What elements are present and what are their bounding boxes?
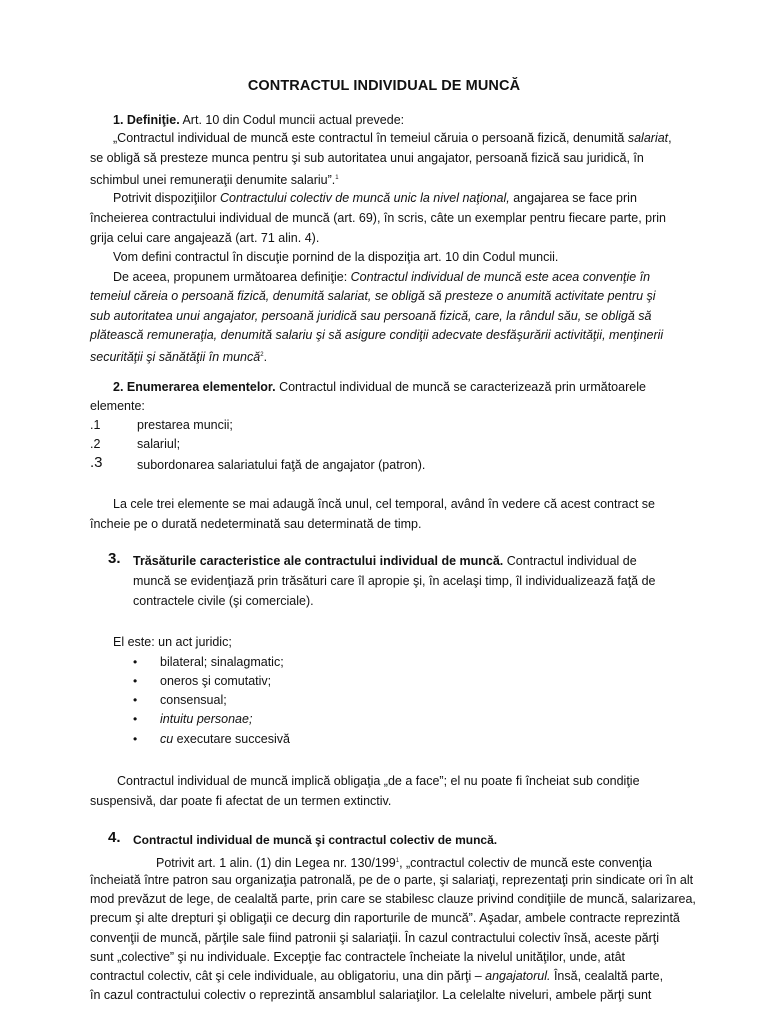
bullet-dot: •	[133, 712, 138, 726]
section-2-line-1	[113, 379, 646, 395]
section-4-line-4: precum şi alte drepturi şi obligaţii ce decurg din raporturile de muncă”. Aşadar, ambele contracte reprezintă	[90, 911, 680, 925]
bullet-dot: •	[133, 655, 138, 669]
bullet-item	[160, 731, 290, 747]
list-item-label: prestarea muncii;	[137, 418, 233, 432]
section-4-line-3: mod prevăzut de lege, de cealaltă parte, prin care se stabilesc clauze privind condiţiile de muncă, salarizarea,	[90, 892, 696, 906]
bullet-italic: cu	[160, 732, 174, 746]
bullet-item: consensual;	[160, 693, 227, 707]
section-4-number: 4.	[108, 829, 121, 846]
p4-italic-end: securităţii şi sănătăţii în muncă	[90, 350, 261, 365]
section-1-p4-line-4: plătească remuneraţia, denumită salariu şi să asigure condiţii adecvate desfăşurării activităţii, menţinerii	[90, 328, 664, 342]
footnote-ref-3: 1	[395, 858, 400, 864]
list-item-num: .2	[90, 437, 101, 451]
bullet-item: bilateral; sinalagmatic;	[160, 655, 284, 669]
section-1-p4-line-3: sub autoritatea unui angajator, persoană juridică sau persoană fizică, care, la rândul său, se obligă să	[90, 309, 652, 323]
section-3-line-2: muncă se evidenţiază prin trăsături care îl apropie şi, în acelaşi timp, îl individualizează faţă de	[133, 574, 656, 588]
section-1-intro: Art. 10 din Codul muncii actual prevede:	[179, 113, 405, 127]
section-1-p3: Vom defini contractul în discuţie pornind de la dispoziţia art. 10 din Codul muncii.	[113, 250, 559, 264]
section-4-line-1	[156, 853, 652, 871]
list-item-num: .3	[90, 454, 103, 471]
quote-end-text: schimbul unei remuneraţii denumite salariu”.	[90, 173, 336, 188]
quote-text: „Contractul individual de muncă este contractul în temeiul căruia o persoană fizică, denumită	[113, 131, 628, 145]
section-3-text: Contractul individual de	[503, 554, 637, 568]
s4-l7-text: contractul colectiv, cât şi cele individuale, au obligatoriu, una din părţi –	[90, 969, 486, 983]
document-title: CONTRACTUL INDIVIDUAL DE MUNCĂ	[247, 78, 521, 94]
bullet-dot: •	[133, 693, 138, 707]
section-1-quote-line-2: se obligă să presteze munca pentru şi sub autoritatea unui angajator, persoană fizică sau juridică, în	[90, 151, 644, 165]
section-1-p2-line-1	[113, 190, 637, 206]
section-2-line-2: elemente:	[90, 399, 145, 413]
section-1-p4-line-1	[113, 269, 650, 285]
bullet-text: executare succesivă	[173, 732, 290, 746]
s4-l7-text-end: Însă, cealaltă parte,	[550, 969, 664, 983]
section-1-p4-line-2: temeiul căreia o persoană fizică, denumită salariat, se obligă să presteze o anumită activitate pentru şi	[90, 289, 656, 303]
bullet-item: intuitu personae;	[160, 712, 253, 726]
bullet-dot: •	[133, 674, 138, 688]
section-4-line-2: încheiată între patron sau organizaţia patronală, pe de o parte, şi salariaţi, reprezentaţi prin sindicate ori în alt	[90, 873, 694, 887]
section-3-number: 3.	[108, 550, 121, 567]
section-1-p4-line-5	[90, 347, 267, 365]
section-1-quote-line-3	[90, 170, 339, 188]
section-1-p2-line-2: încheierea contractului individual de muncă (art. 69), în scris, câte un exemplar pentru fiecare parte, prin	[90, 211, 666, 225]
p4-italic: Contractul individual de muncă este acea convenţie în	[350, 270, 651, 284]
section-3-line-3: contractele civile (şi comerciale).	[133, 594, 314, 608]
section-4-line-7	[90, 968, 663, 984]
section-4-heading: Contractul individual de muncă şi contractul colectiv de muncă.	[133, 833, 498, 847]
p4-period: .	[263, 350, 268, 365]
footnote-ref-2: 2	[260, 352, 264, 358]
section-3-el-este: El este: un act juridic;	[113, 635, 232, 649]
section-3-heading: Trăsăturile caracteristice ale contractului individual de muncă.	[133, 554, 504, 568]
section-2-heading: 2. Enumerarea elementelor.	[113, 380, 276, 394]
section-3-p-line-1: Contractul individual de muncă implică obligaţia „de a face”; el nu poate fi încheiat sub condiţie	[117, 774, 640, 788]
s4-text-end: , „contractul colectiv de muncă este convenţia	[399, 856, 652, 871]
footnote-ref-1: 1	[335, 175, 339, 181]
section-2-text: Contractul individual de muncă se caracterizează prin următoarele	[275, 380, 646, 394]
quote-punct: ,	[668, 131, 672, 145]
p4-text: De aceea, propunem următoarea definiţie:	[113, 270, 351, 284]
section-3-line-1	[133, 553, 637, 569]
section-2-p-line-1: La cele trei elemente se mai adaugă încă unul, cel temporal, având în vedere că acest contract se	[113, 497, 655, 511]
p2-text: Potrivit dispoziţiilor	[113, 191, 220, 205]
s4-text: Potrivit art. 1 alin. (1) din Legea nr. 130/199	[156, 856, 396, 871]
section-1-heading: 1. Definiţie.	[113, 113, 180, 127]
quote-italic: salariat	[627, 131, 669, 145]
s4-l7-italic: angajatorul.	[485, 969, 551, 983]
section-4-line-5: convenţii de muncă, părţile sale fiind patronii şi salariaţii. În cazul contractului colectiv însă, aceste părţi	[90, 931, 660, 945]
list-item-num: .1	[90, 418, 101, 432]
section-1-quote-line-1	[113, 130, 672, 146]
section-1-line-1	[113, 112, 404, 128]
bullet-dot: •	[133, 732, 138, 746]
section-4-line-6: sunt „colective” şi nu individuale. Excepţie fac contractele încheiate la nivelul unităţilor, unde, atât	[90, 950, 626, 964]
section-1-p2-line-3: grija celui care angajează (art. 71 alin. 4).	[90, 231, 320, 245]
p2-italic: Contractului colectiv de muncă unic la nivel naţional,	[219, 191, 510, 205]
p2-text-end: angajarea se face prin	[509, 191, 637, 205]
section-2-p-line-2: încheie pe o durată nedeterminată sau determinată de timp.	[90, 517, 422, 531]
list-item-label: subordonarea salariatului faţă de angajator (patron).	[137, 458, 426, 472]
list-item-label: salariul;	[137, 437, 181, 451]
section-3-p-line-2: suspensivă, dar poate fi afectat de un termen extinctiv.	[90, 794, 392, 808]
bullet-item: oneros şi comutativ;	[160, 674, 272, 688]
section-4-line-8: în cazul contractului colectiv o reprezintă ansamblul salariaţilor. La celelalte niveluri, ambele părţi sunt	[90, 988, 652, 1002]
